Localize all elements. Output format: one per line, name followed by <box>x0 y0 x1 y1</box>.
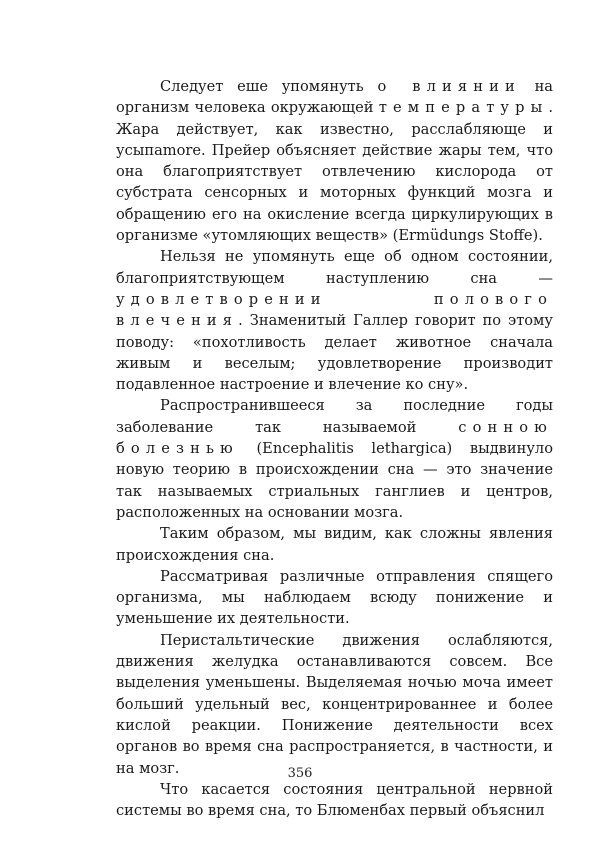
spaced-emphasis: сонною болезнью <box>116 418 553 458</box>
text-run: Распространившееся за последние годы заболевание так называемой <box>116 397 553 436</box>
paragraph-sexual-drive <box>116 246 553 395</box>
spaced-emphasis: удовлетворении полового влечения <box>116 290 553 330</box>
spaced-emphasis: температуры <box>378 99 549 117</box>
paragraph-sleeping-sickness <box>116 395 553 523</box>
spaced-emphasis: о влиянии <box>377 78 521 95</box>
paragraph-nervous-system: Что касается состояния центральной нервной системы во время сна, то Блюменбах первый объяснил <box>116 780 553 820</box>
paragraph-functions: Рассматривая различные отправления спящего организма, мы наблюдаем всюду понижение и уменьшение их деятельности. <box>116 567 553 628</box>
text-run: . Жара действует, как известно, расслабляюще и усыпamore. Прейер объясняет действие жары тем, что она благоприятствует отвлечению кислорода от субстрата сенсорных и моторных функций мозга и обращению его на окисление всегда циркулирующих в организме «утомляющих веществ» (Ermüdungs Stoffe). <box>116 99 553 245</box>
text-run: Следует еше упомянуть <box>160 78 378 95</box>
paragraph-complexity: Таким образом, мы видим, как сложны явления происхождения сна. <box>116 525 553 564</box>
paragraph-temperature <box>116 76 553 246</box>
page-number: 356 <box>287 766 313 781</box>
text-run: на организм человека окружающей <box>116 78 553 117</box>
text-run: . Знаменитый Галлер говорит по этому поводу: «похотливость делает животное сначала живым и веселым; удовлетворение производит подавленное настроение и влечение ко сну». <box>116 312 553 394</box>
paragraph-peristalsis: Перистальтические движения ослабляются, движения желудка останавливаются совсем. Все выделения уменьшены. Выделяемая ночью моча имеет больший удельный вес, концентрированнее и более кислой реакции. Понижение деятельности всех органов во время сна распространяется, в частности, и на мозг. <box>116 631 553 777</box>
text-run: Нельзя не упомянуть еще об одном состоянии, благоприятствующем наступлению сна — <box>116 248 553 287</box>
text-run: (Encephalitis lethargica) выдвинуло новую теорию в происхождении сна — это значение так называемых стриальных ганглиев и центров, расположенных на основании мозга. <box>116 440 553 521</box>
page-body-text <box>116 76 553 821</box>
